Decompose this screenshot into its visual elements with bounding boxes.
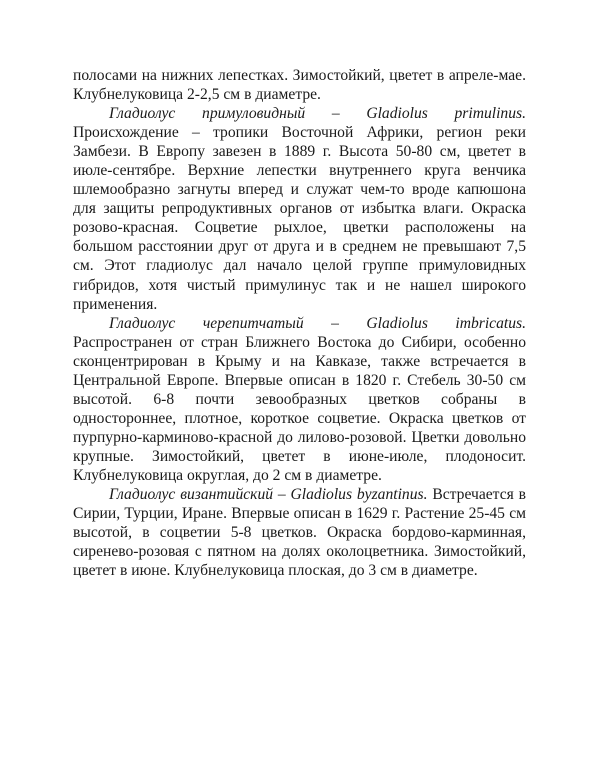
paragraph-continuation [73,66,526,104]
species-term: Гладиолус византийский – Gladiolus byzantinus. [109,486,428,504]
paragraph-gladiolus-byzantinus [73,485,526,580]
document-page [73,66,526,580]
paragraph-text: Встречается в Сирии, Турции, Иране. Впервые описан в 1629 г. Растение 25-45 см высотой, в соцветии 5-8 цветков. Окраска бордово-карминная, сиренево-розовая с пятном на долях околоцветника. Зимостойкий, цветет в июне. Клубнелуковица плоская, до 3 см в диаметре. [73,486,526,580]
paragraph-gladiolus-primulinus [73,104,526,314]
paragraph-text: Происхождение – тропики Восточной Африки, регион реки Замбези. В Европу завезен в 1889 г. Высота 50-80 см, цветет в июле-сентябре. Верхние лепестки внутреннего круга венчика шлемообразно загнуты вперед и служат чем-то вроде капюшона для защиты репродуктивных органов от избытка влаги. Окраска розово-красная. Соцветие рыхлое, цветки расположены на большом расстоянии друг от друга и в среднем не превышают 7,5 см. Этот гладиолус дал начало целой группе примуловидных гибридов, хотя чистый примулинус так и не нашел широкого применения. [73,124,526,313]
paragraph-text: Распространен от стран Ближнего Востока до Сибири, особенно сконцентрирован в Крыму и на Кавказе, также встречается в Центральной Европе. Впервые описан в 1820 г. Стебель 30-50 см высотой. 6-8 почти зевообразных цветков собраны в одностороннее, плотное, короткое соцветие. Окраска цветков от пурпурно-карминово-красной до лилово-розовой. Цветки довольно крупные. Зимостойкий, цветет в июне-июле, плодоносит. Клубнелуковица округлая, до 2 см в диаметре. [73,333,526,484]
paragraph-gladiolus-imbricatus [73,314,526,485]
species-term: Гладиолус черепитчатый – Gladiolus imbricatus. [109,314,526,332]
species-term: Гладиолус примуловидный – Gladiolus primulinus. [109,105,526,123]
paragraph-text: полосами на нижних лепестках. Зимостойкий, цветет в апреле-мае. Клубнелуковица 2-2,5 см в диаметре. [73,67,526,104]
